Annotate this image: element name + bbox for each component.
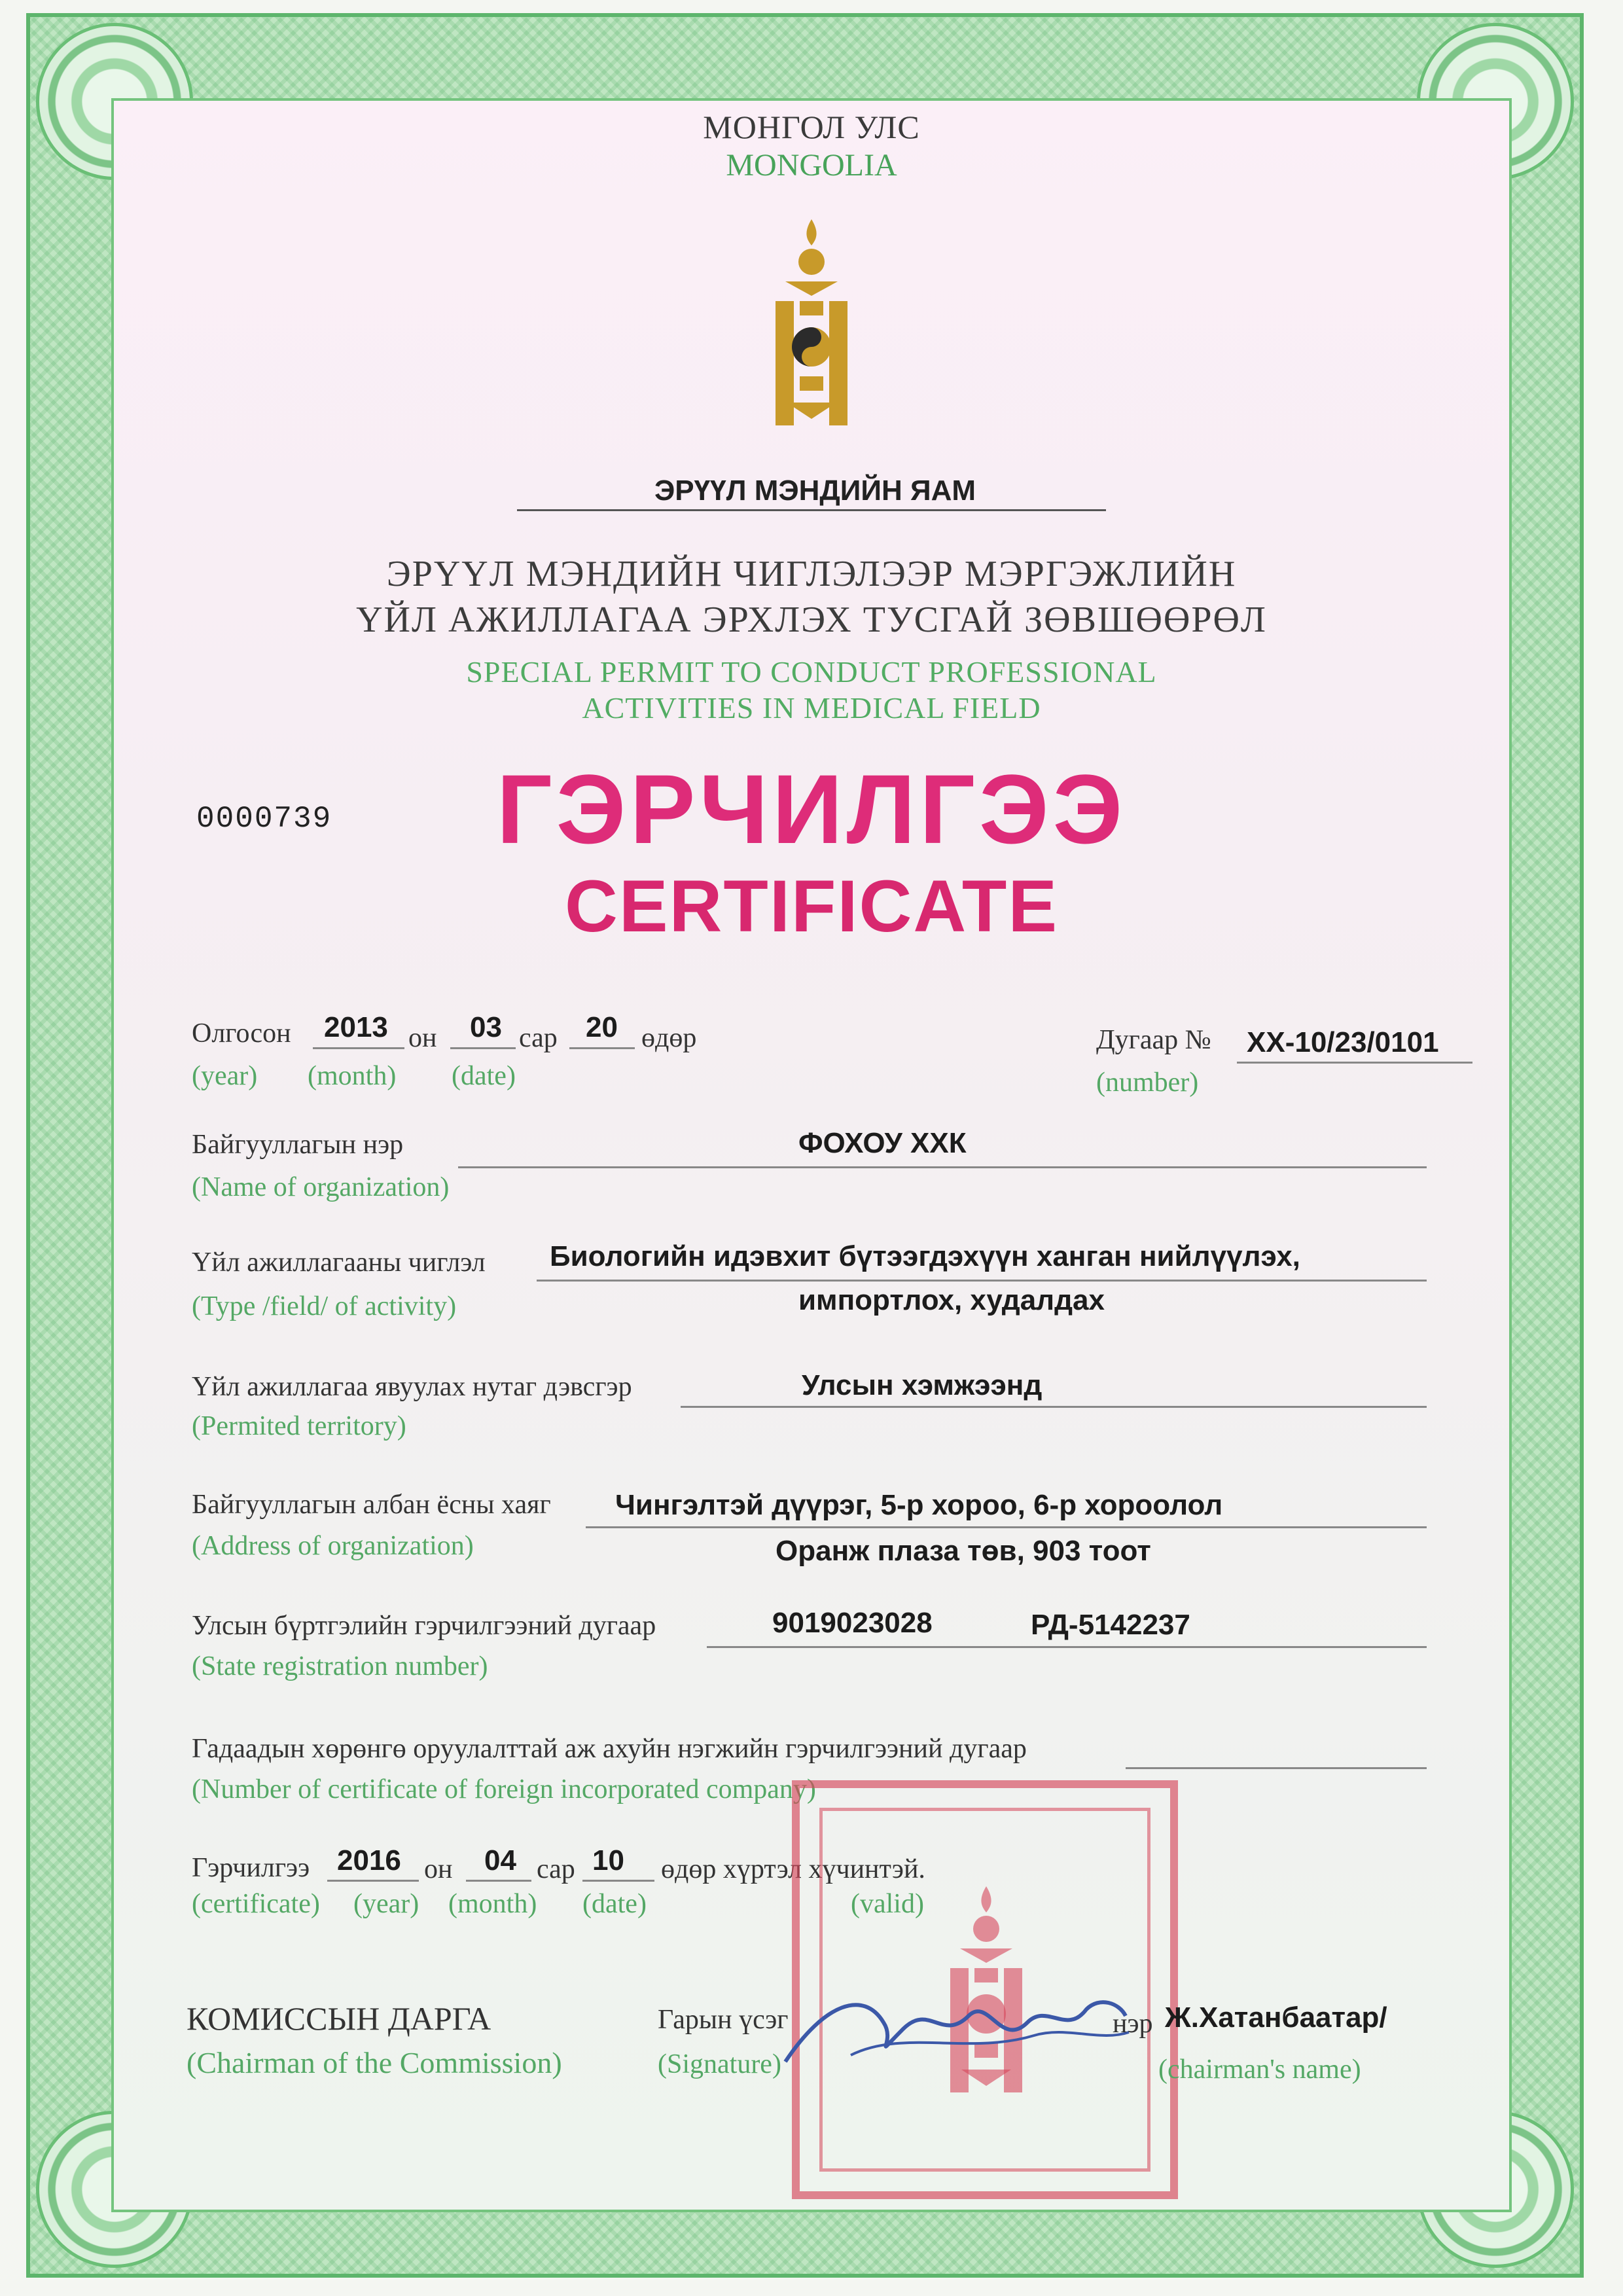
registration-underline [707, 1646, 1427, 1648]
address-value-line1: Чингэлтэй дүүрэг, 5-р хороо, 6-р хороолол [615, 1489, 1223, 1521]
territory-label-en: (Permited territory) [192, 1411, 406, 1441]
issued-month-suffix: сар [519, 1023, 558, 1053]
soyombo-emblem-icon [746, 216, 877, 432]
validity-month-suffix: сар [537, 1854, 575, 1884]
organization-label: Байгууллагын нэр [192, 1130, 404, 1160]
issued-label: Олгосон [192, 1018, 291, 1049]
territory-label: Үйл ажиллагаа явуулах нутаг дэвсгэр [192, 1372, 632, 1402]
registration-value2: РД-5142237 [1031, 1609, 1190, 1641]
issued-day-suffix: өдөр [641, 1023, 697, 1053]
validity-month-en: (month) [448, 1889, 537, 1919]
country-name-en: MONGOLIA [726, 148, 897, 183]
organization-value: ФОХОУ ХХК [798, 1127, 967, 1159]
activity-label: Үйл ажиллагааны чиглэл [192, 1247, 486, 1278]
registration-value1: 9019023028 [772, 1607, 933, 1639]
activity-value-line2: импортлох, худалдах [798, 1284, 1105, 1316]
permit-title-mn-line2: ҮЙЛ АЖИЛЛАГАА ЭРХЛЭХ ТУСГАЙ ЗӨВШӨӨРӨЛ [356, 600, 1267, 640]
foreign-cert-label-en: (Number of certificate of foreign incorporated company) [192, 1774, 816, 1804]
validity-day: 10 [592, 1844, 624, 1876]
handwritten-signature [772, 1964, 1139, 2094]
validity-month: 04 [484, 1844, 516, 1876]
issued-year: 2013 [324, 1011, 388, 1043]
activity-value-line1: Биологийн идэвхит бүтээгдэхүүн ханган нийлүүлэх, [550, 1240, 1300, 1272]
issued-month: 03 [470, 1011, 502, 1043]
validity-cert-en: (certificate) [192, 1889, 320, 1919]
permit-title-mn-line1: ЭРҮҮЛ МЭНДИЙН ЧИГЛЭЛЭЭР МЭРГЭЖЛИЙН [386, 554, 1237, 594]
country-name-mn: МОНГОЛ УЛС [703, 109, 920, 145]
address-label: Байгууллагын албан ёсны хаяг [192, 1490, 551, 1520]
address-underline [586, 1526, 1427, 1528]
number-underline [1237, 1062, 1472, 1064]
registration-label-en: (State registration number) [192, 1651, 488, 1681]
issued-year-suffix: он [408, 1023, 437, 1053]
number-value: XX-10/23/0101 [1247, 1026, 1439, 1058]
chairman-name: Ж.Хатанбаатар/ [1165, 2001, 1387, 2034]
issued-year-en: (year) [192, 1061, 258, 1091]
chairman-label-en: (Chairman of the Commission) [187, 2046, 562, 2079]
issued-month-underline [450, 1047, 516, 1049]
issued-day-underline [569, 1047, 635, 1049]
signature-label: Гарын үсэг [658, 2005, 789, 2035]
name-label: нэр [1113, 2009, 1153, 2039]
serial-number: 0000739 [196, 802, 332, 836]
validity-year: 2016 [337, 1844, 401, 1876]
number-label-en: (number) [1096, 1067, 1199, 1098]
certificate-heading-en: CERTIFICATE [564, 865, 1059, 947]
ministry-underline [517, 509, 1106, 511]
address-label-en: (Address of organization) [192, 1531, 474, 1561]
permit-title-en-line1: SPECIAL PERMIT TO CONDUCT PROFESSIONAL [466, 655, 1157, 689]
activity-label-en: (Type /field/ of activity) [192, 1291, 457, 1321]
organization-label-en: (Name of organization) [192, 1172, 450, 1202]
issued-month-en: (month) [308, 1061, 397, 1091]
address-value-line2: Оранж плаза төв, 903 тоот [776, 1535, 1151, 1567]
activity-underline [537, 1280, 1427, 1282]
foreign-cert-underline [1126, 1767, 1427, 1769]
number-label: Дугаар № [1096, 1025, 1211, 1055]
chairman-name-label-en: (chairman's name) [1158, 2054, 1361, 2085]
foreign-cert-label: Гадаадын хөрөнгө оруулалттай аж ахуйн нэгжийн гэрчилгээний дугаар [192, 1734, 1027, 1764]
registration-label: Улсын бүртгэлийн гэрчилгээний дугаар [192, 1611, 656, 1641]
certificate-heading-mn: ГЭРЧИЛГЭЭ [496, 754, 1127, 864]
issued-day: 20 [586, 1011, 618, 1043]
validity-year-en: (year) [353, 1889, 419, 1919]
validity-year-suffix: он [424, 1854, 453, 1884]
permit-title-en-line2: ACTIVITIES IN MEDICAL FIELD [582, 691, 1041, 725]
organization-underline [458, 1166, 1427, 1168]
territory-value: Улсын хэмжээнд [802, 1369, 1043, 1401]
validity-month-underline [466, 1880, 531, 1882]
issued-date-en: (date) [452, 1061, 516, 1091]
signature-label-en: (Signature) [658, 2049, 781, 2079]
issued-year-underline [313, 1047, 404, 1049]
validity-valid-en: (valid) [851, 1889, 924, 1919]
validity-date-en: (date) [582, 1889, 647, 1919]
ministry-name: ЭРҮҮЛ МЭНДИЙН ЯАМ [654, 475, 976, 507]
validity-year-underline [327, 1880, 419, 1882]
validity-rest: өдөр хүртэл хүчинтэй. [661, 1854, 925, 1884]
chairman-label: КОМИССЫН ДАРГА [187, 2000, 491, 2037]
validity-label: Гэрчилгээ [192, 1853, 310, 1883]
territory-underline [681, 1406, 1427, 1408]
validity-day-underline [582, 1880, 654, 1882]
